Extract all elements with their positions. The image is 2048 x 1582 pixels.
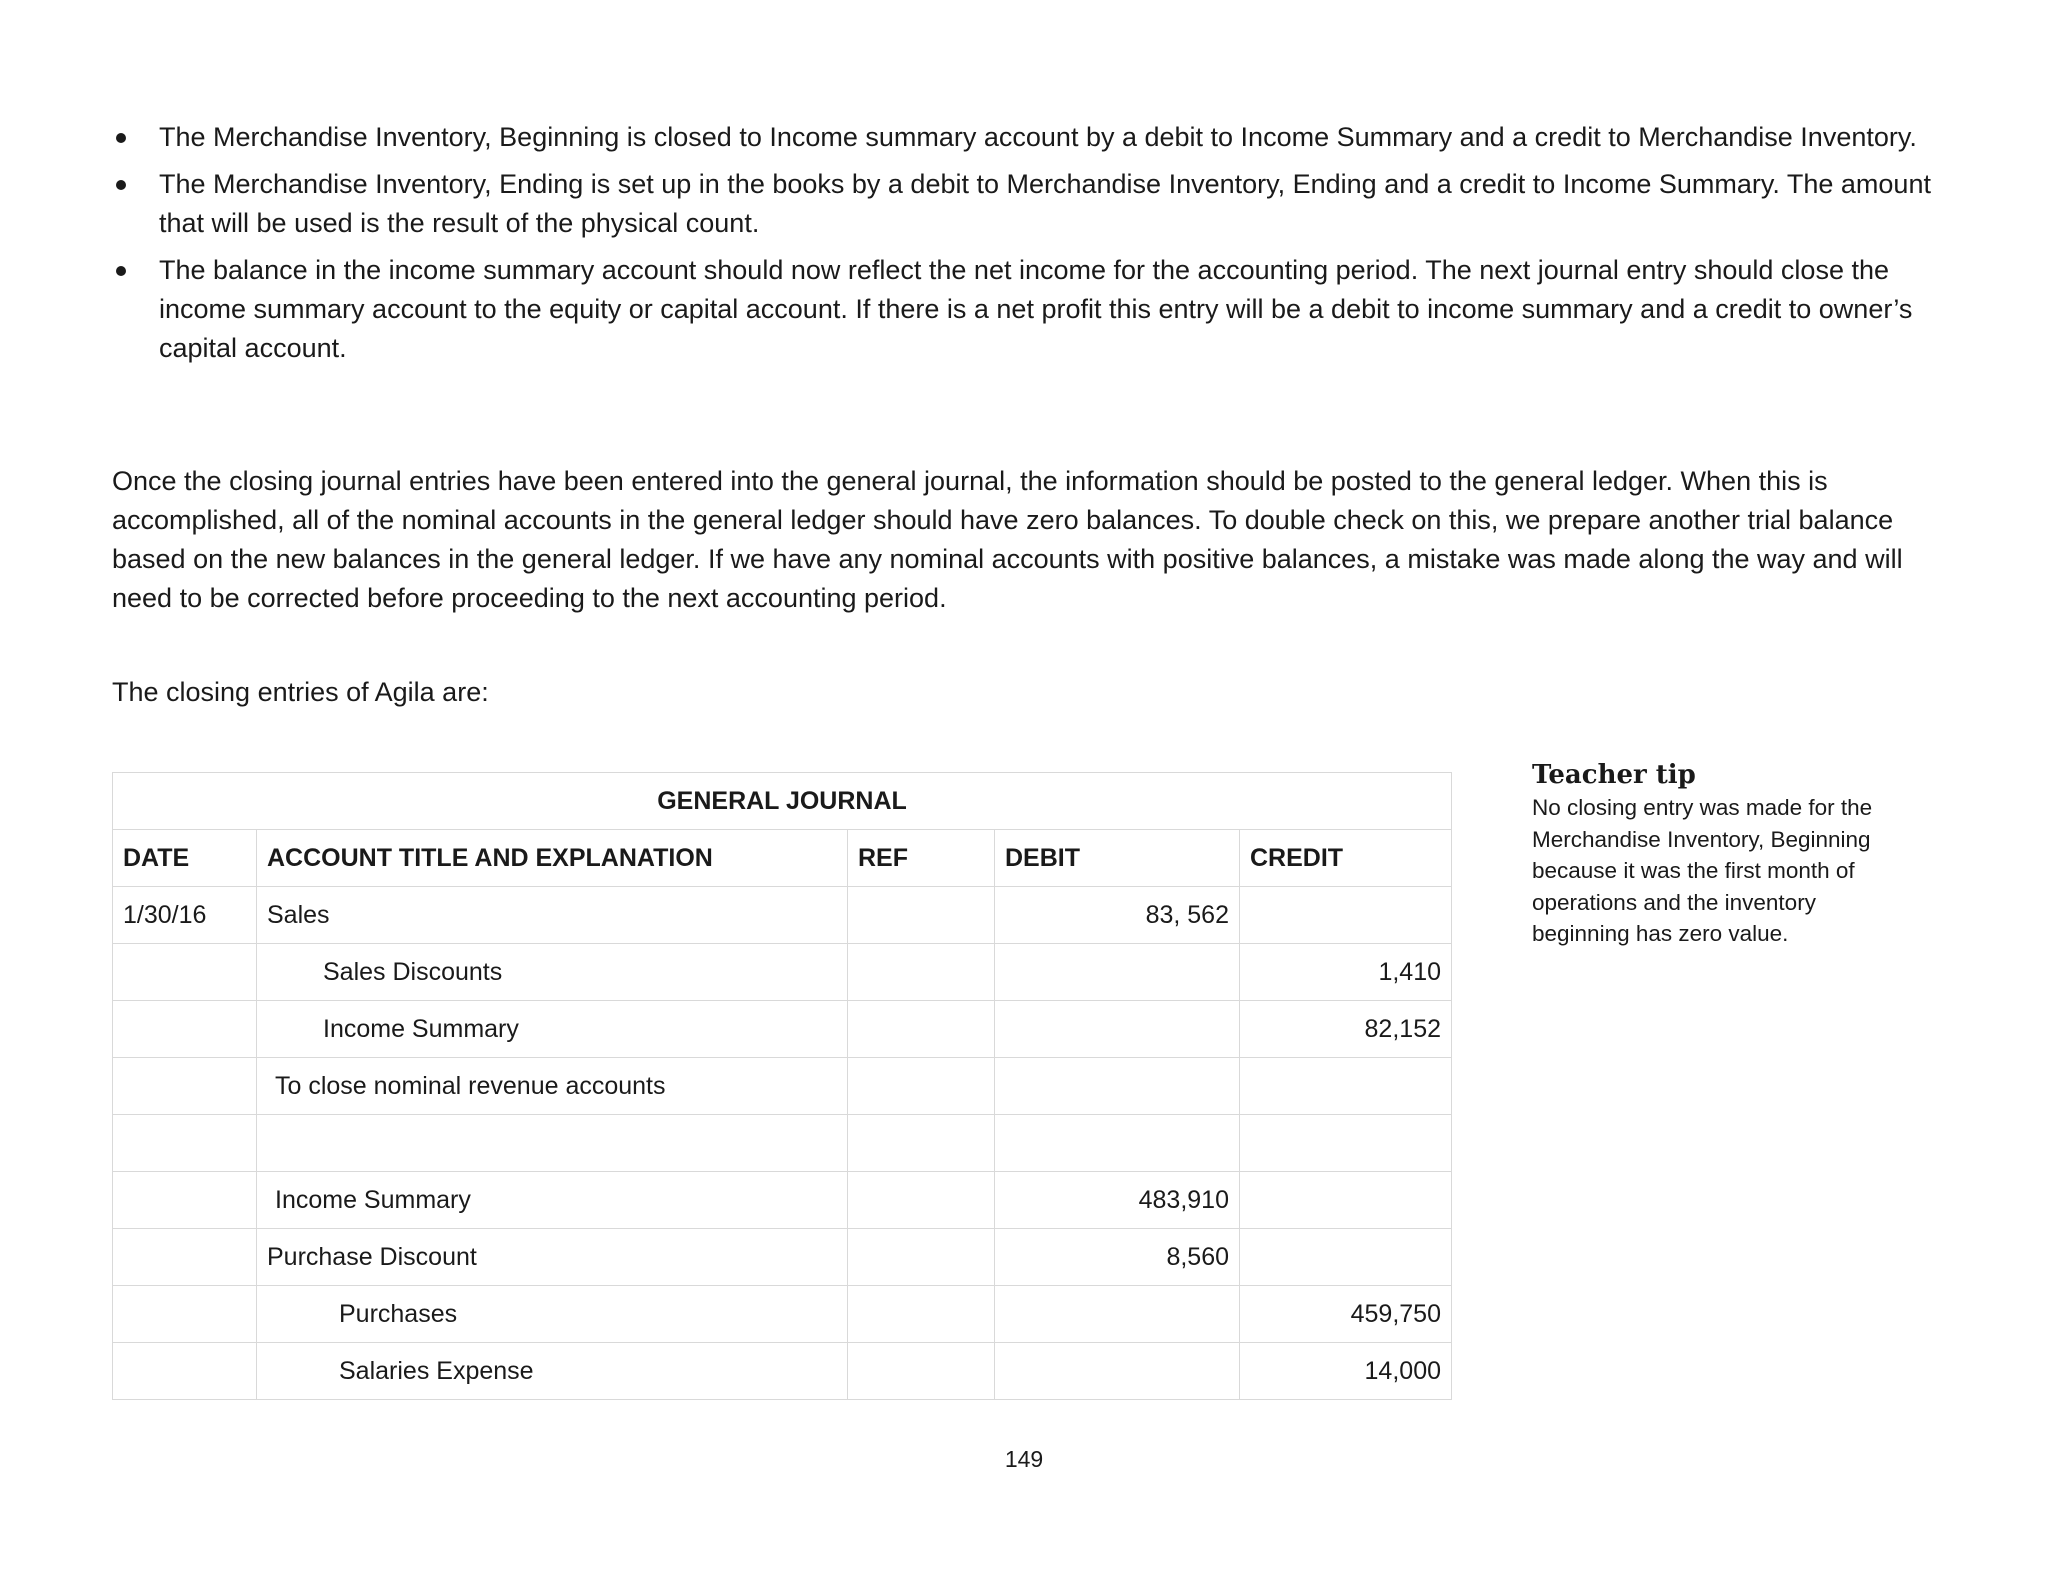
cell-credit — [1240, 1229, 1452, 1286]
table-row — [113, 1343, 1452, 1400]
table-row — [113, 1172, 1452, 1229]
cell-credit: 1,410 — [1240, 944, 1452, 1001]
cell-account: Sales Discounts — [257, 944, 848, 1001]
intro-text: The closing entries of Agila are: — [112, 677, 489, 707]
cell-account — [257, 1115, 848, 1172]
header-date: DATE — [113, 830, 257, 887]
header-credit: CREDIT — [1240, 830, 1452, 887]
header-ref: REF — [848, 830, 995, 887]
cell-account: Purchases — [257, 1286, 848, 1343]
table-row — [113, 887, 1452, 944]
teacher-tip-line: No closing entry was made for the — [1532, 795, 1873, 820]
cell-date — [113, 1115, 257, 1172]
bullet-item — [112, 118, 1952, 157]
teacher-tip-line: because it was the first month of — [1532, 858, 1855, 883]
bullet-text: The Merchandise Inventory, Ending is set up in the books by a debit to Merchandise Inventory, Ending and a credit to Income Summary. The amount that will be used is the result of the physical count. — [159, 169, 1931, 238]
table-row — [113, 1001, 1452, 1058]
header-debit: DEBIT — [995, 830, 1240, 887]
table-row — [113, 1286, 1452, 1343]
cell-debit — [995, 1001, 1240, 1058]
page-number: 149 — [1004, 1446, 1044, 1472]
cell-ref — [848, 944, 995, 1001]
teacher-tip-line: Merchandise Inventory, Beginning — [1532, 826, 1871, 852]
cell-credit: 14,000 — [1240, 1343, 1452, 1400]
cell-debit: 8,560 — [995, 1229, 1240, 1286]
cell-credit: 82,152 — [1240, 1001, 1452, 1058]
bullet-dot-icon — [116, 180, 126, 190]
cell-date — [113, 944, 257, 1001]
cell-ref — [848, 1229, 995, 1286]
bullet-item — [112, 165, 1952, 243]
cell-credit — [1240, 887, 1452, 944]
table-row — [113, 1115, 1452, 1172]
teacher-tip-body — [1532, 792, 1952, 950]
cell-debit — [995, 1343, 1240, 1400]
journal-title-row — [113, 773, 1452, 830]
cell-date — [113, 1172, 257, 1229]
cell-date — [113, 1343, 257, 1400]
cell-debit — [995, 1286, 1240, 1343]
table-row — [113, 1229, 1452, 1286]
journal-header-row — [113, 830, 1452, 887]
cell-account: Income Summary — [257, 1172, 848, 1229]
bullet-text: The Merchandise Inventory, Beginning is closed to Income summary account by a debit to Income Summary and a credit to Merchandise Inventory. — [159, 122, 1917, 152]
cell-account: Income Summary — [257, 1001, 848, 1058]
cell-account: Purchase Discount — [257, 1229, 848, 1286]
teacher-tip-line: beginning has zero value. — [1532, 921, 1789, 946]
cell-credit — [1240, 1115, 1452, 1172]
cell-ref — [848, 1172, 995, 1229]
bullet-item — [112, 251, 1952, 368]
cell-ref — [848, 887, 995, 944]
cell-account: To close nominal revenue accounts — [257, 1058, 848, 1115]
cell-debit — [995, 1115, 1240, 1172]
cell-debit: 83, 562 — [995, 887, 1240, 944]
cell-ref — [848, 1058, 995, 1115]
journal-title: GENERAL JOURNAL — [113, 773, 1452, 830]
teacher-tip-line: operations and the inventory — [1532, 889, 1816, 915]
cell-date — [113, 1229, 257, 1286]
cell-ref — [848, 1286, 995, 1343]
bullet-dot-icon — [116, 266, 126, 276]
cell-debit — [995, 1058, 1240, 1115]
teacher-tip-sidebar — [1532, 758, 1952, 950]
cell-account: Salaries Expense — [257, 1343, 848, 1400]
table-row — [113, 1058, 1452, 1115]
bullet-dot-icon — [116, 133, 126, 143]
bullet-list — [112, 118, 1952, 376]
cell-account: Sales — [257, 887, 848, 944]
cell-ref — [848, 1343, 995, 1400]
cell-ref — [848, 1001, 995, 1058]
header-account: ACCOUNT TITLE AND EXPLANATION — [257, 830, 848, 887]
general-journal-table — [112, 772, 1452, 1400]
table-row — [113, 944, 1452, 1001]
cell-ref — [848, 1115, 995, 1172]
cell-date — [113, 1001, 257, 1058]
cell-debit: 483,910 — [995, 1172, 1240, 1229]
cell-credit: 459,750 — [1240, 1286, 1452, 1343]
bullet-text: The balance in the income summary account should now reflect the net income for the accounting period. The next journal entry should close the income summary account to the equity or capital account. If there is a net profit this entry will be a debit to income summary and a credit to owner’s capital account. — [159, 255, 1913, 363]
cell-credit — [1240, 1172, 1452, 1229]
cell-debit — [995, 944, 1240, 1001]
cell-date — [113, 1286, 257, 1343]
closing-entries-paragraph: Once the closing journal entries have been entered into the general journal, the information should be posted to the general ledger. When this is accomplished, all of the nominal accounts in the general ledger should have zero balances. To double check on this, we prepare another trial balance based on the new balances in the general ledger. If we have any nominal accounts with positive balances, a mistake was made along the way and will need to be corrected before proceeding to the next accounting period. — [112, 466, 1903, 613]
cell-credit — [1240, 1058, 1452, 1115]
cell-date: 1/30/16 — [113, 887, 257, 944]
cell-date — [113, 1058, 257, 1115]
teacher-tip-title: Teacher tip — [1532, 760, 1696, 790]
